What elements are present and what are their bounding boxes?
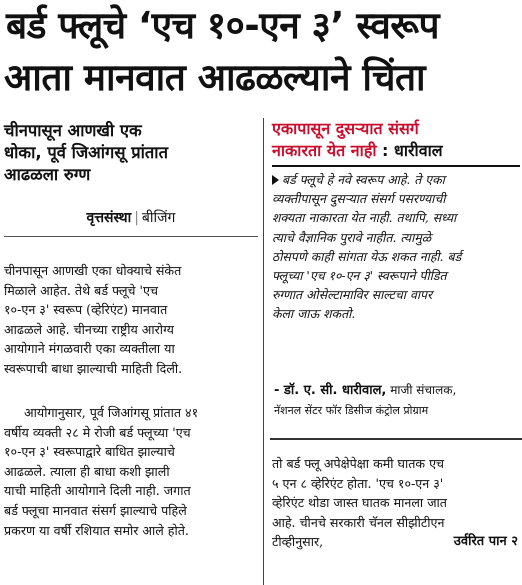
quote-line: फ्लूच्या 'एच १०-एन ३' स्वरूपाने पीडित <box>272 267 447 283</box>
headline-line-1: बर्ड फ्लूचे ‘एच १०-एन ३’ स्वरूप <box>6 4 440 47</box>
text-line: वर्षीय व्यक्ती २८ मे रोजी बर्ड फ्लूच्या 'एच <box>4 424 191 440</box>
quote-title-line-1: एकापासून दुसऱ्यात संसर्ग <box>272 119 419 138</box>
text-line: ५ एन ८ व्हेरिएंट होता. 'एच १०-एन ३' <box>272 475 444 491</box>
text-line: स्वरूपाची बाधा झाल्याची माहिती दिली. <box>4 360 183 376</box>
attribution-org: नॅशनल सेंटर फॉर डिसीज कंट्रोल प्रोग्राम <box>274 404 429 417</box>
text-line: प्रकरण या वर्षी रशियात समोर आले होते. <box>4 522 189 538</box>
byline <box>0 204 262 232</box>
quote-title-speaker: : धारीवाल <box>376 141 443 160</box>
article-paragraph-2 <box>4 403 258 540</box>
byline-rule <box>4 236 258 237</box>
quote-line: रुग्णात ओसेल्टामाविर साल्टचा वापर <box>272 287 433 303</box>
quote-marker-icon <box>272 175 279 185</box>
quote-attribution <box>274 380 522 421</box>
text-line: मिळाले आहेत. तेथे बर्ड फ्लूचे 'एच <box>4 282 158 298</box>
text-line: टीव्हीनुसार, <box>272 534 324 550</box>
quote-title-rule <box>272 165 520 167</box>
column-divider <box>263 118 264 585</box>
right-column <box>266 116 522 585</box>
byline-separator: | <box>134 210 139 226</box>
attribution-role: माजी संचालक, <box>386 383 457 397</box>
quote-line: शक्यता नाकारता येत नाही. तथापि, सध्या <box>272 210 457 226</box>
text-line: आयोगानुसार, पूर्व जिआंगसू प्रांतात ४१ <box>4 405 199 420</box>
quote-line: केला जाऊ शकतो. <box>272 306 356 322</box>
text-line: आहे. चीनचे सरकारी चॅनल सीझीटीएन <box>272 514 445 530</box>
text-line: चीनपासून आणखी एका धोक्याचे संकेत <box>4 263 182 278</box>
sub-headline-line: आढळला रुग्ण <box>4 165 91 184</box>
quote-line: त्याचे वैज्ञानिक पुरावे नाहीत. त्यामुळे <box>272 229 432 245</box>
text-line: आढळले. त्याला ही बाधा कशी झाली <box>4 463 170 479</box>
text-line: १०-एन ३' स्वरूप (व्हेरिएंट) मानवात <box>4 302 168 318</box>
headline-line-2: आता मानवात आढळल्याने चिंता <box>4 56 426 99</box>
quote-line: ठोसपणे काही सांगता येऊ शकत नाही. बर्ड <box>272 248 462 264</box>
article-paragraph-1 <box>4 261 258 379</box>
sub-headline <box>4 120 260 186</box>
quote-box-title <box>266 118 522 162</box>
quote-line: व्यक्तीपासून दुसऱ्यात संसर्ग पसरण्याची <box>272 191 446 207</box>
attribution-name: - डॉ. ए. सी. धारीवाल, <box>274 383 387 398</box>
sub-headline-line: धोका, पूर्व जिआंगसू प्रांतात <box>4 143 168 162</box>
article-continuation <box>272 454 520 552</box>
byline-agency: वृत्तसंस्था <box>86 210 132 226</box>
quote-box-bottom-rule <box>270 438 522 440</box>
quote-body <box>272 170 520 324</box>
text-line: याची माहिती आयोगाने दिली नाही. जगात <box>4 483 191 499</box>
byline-city: बीजिंग <box>141 210 176 226</box>
text-line: १०-एन ३' स्वरूपाद्वारे बाधित झाल्याचे <box>4 444 175 460</box>
continued-on-page[interactable]: उर्वरित पान २ <box>453 534 518 550</box>
text-line: आयोगाने मंगळवारी एका व्यक्तीला या <box>4 341 175 357</box>
sub-headline-line: चीनपासून आणखी एक <box>4 121 142 140</box>
quote-title-line-2: नाकारता येत नाही <box>272 141 377 160</box>
text-line: तो बर्ड फ्लू अपेक्षेपेक्षा कमी घातक एच <box>272 456 445 471</box>
text-line: व्हेरिएंट थोडा जास्त घातक मानला जात <box>272 495 447 511</box>
left-column <box>0 116 262 585</box>
quote-line: बर्ड फ्लूचे हे नवे स्वरूप आहे. ते एका <box>282 172 445 187</box>
text-line: आढळले आहे. चीनच्या राष्ट्रीय आरोग्य <box>4 321 174 337</box>
text-line: बर्ड फ्लूचा मानवात संसर्ग झाल्याचे पहिले <box>4 502 187 518</box>
